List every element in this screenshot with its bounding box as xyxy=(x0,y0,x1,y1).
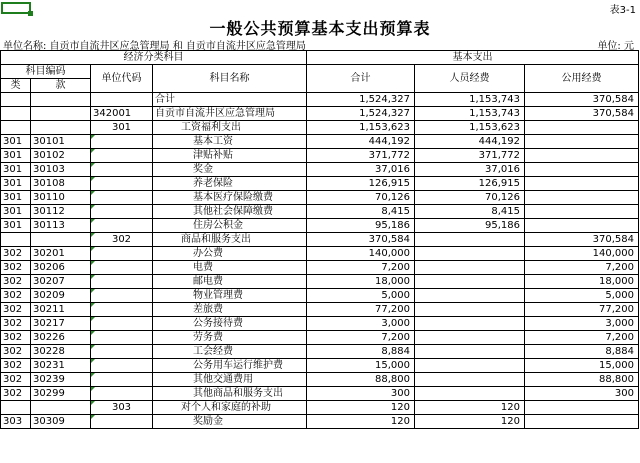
cell-personnel[interactable] xyxy=(415,303,525,317)
cell-subject-name[interactable]: 津贴补贴 xyxy=(153,149,307,163)
unit-name: 单位名称: 自贡市自流井区应急管理局 和 自贡市自流井区应急管理局 xyxy=(3,41,306,52)
cell-personnel[interactable]: 37,016 xyxy=(415,163,525,177)
cell-item[interactable]: 30209 xyxy=(31,289,91,303)
cell-total[interactable]: 8,415 xyxy=(307,205,415,219)
cell-subject-name[interactable]: 商品和服务支出 xyxy=(153,233,307,247)
cell-personnel[interactable]: 8,415 xyxy=(415,205,525,219)
cell-public[interactable] xyxy=(525,219,639,233)
cell-subject-name[interactable]: 电费 xyxy=(153,261,307,275)
cell-personnel[interactable]: 120 xyxy=(415,401,525,415)
cell-unit-code[interactable] xyxy=(91,387,153,401)
cell-total[interactable]: 7,200 xyxy=(307,331,415,345)
cell-total[interactable]: 77,200 xyxy=(307,303,415,317)
cell-item[interactable]: 30112 xyxy=(31,205,91,219)
cell-item[interactable]: 30110 xyxy=(31,191,91,205)
cell-total[interactable]: 3,000 xyxy=(307,317,415,331)
cell-category[interactable]: 302 xyxy=(1,373,31,387)
table-code: 表3-1 xyxy=(609,5,636,16)
cell-public[interactable]: 77,200 xyxy=(525,303,639,317)
cell-category[interactable]: 301 xyxy=(1,149,31,163)
cell-unit-code[interactable] xyxy=(91,331,153,345)
cell-item[interactable]: 30108 xyxy=(31,177,91,191)
table-row[interactable] xyxy=(1,401,639,415)
cell-unit-code[interactable] xyxy=(91,247,153,261)
cell-item[interactable] xyxy=(31,121,91,135)
cell-total[interactable]: 7,200 xyxy=(307,261,415,275)
cell-personnel[interactable]: 95,186 xyxy=(415,219,525,233)
cell-public[interactable] xyxy=(525,401,639,415)
cell-public[interactable]: 8,884 xyxy=(525,345,639,359)
cell-subject-name[interactable]: 劳务费 xyxy=(153,331,307,345)
cell-unit-code[interactable] xyxy=(91,205,153,219)
cell-public[interactable]: 3,000 xyxy=(525,317,639,331)
cell-subject-name[interactable]: 工会经费 xyxy=(153,345,307,359)
table-row[interactable] xyxy=(1,121,639,135)
cell-personnel[interactable] xyxy=(415,387,525,401)
cell-category[interactable] xyxy=(1,121,31,135)
selected-cell[interactable] xyxy=(1,2,31,14)
page-title: 一般公共预算基本支出预算表 xyxy=(209,19,431,38)
cell-total[interactable]: 5,000 xyxy=(307,289,415,303)
cell-category[interactable]: 302 xyxy=(1,247,31,261)
cell-total[interactable]: 37,016 xyxy=(307,163,415,177)
cell-total[interactable]: 88,800 xyxy=(307,373,415,387)
cell-personnel[interactable] xyxy=(415,345,525,359)
cell-personnel[interactable] xyxy=(415,233,525,247)
cell-category[interactable]: 302 xyxy=(1,331,31,345)
cell-unit-code[interactable]: 342001 xyxy=(91,107,153,121)
cell-category[interactable]: 302 xyxy=(1,303,31,317)
budget-table xyxy=(0,50,639,429)
cell-subject-name[interactable]: 住房公积金 xyxy=(153,219,307,233)
cell-subject-name[interactable]: 奖励金 xyxy=(153,415,307,429)
cell-category[interactable]: 302 xyxy=(1,345,31,359)
cell-total[interactable]: 1,524,327 xyxy=(307,107,415,121)
cell-category[interactable] xyxy=(1,401,31,415)
cell-unit-code[interactable] xyxy=(91,163,153,177)
cell-unit-code[interactable] xyxy=(91,93,153,107)
table-row[interactable] xyxy=(1,93,639,107)
cell-public[interactable]: 300 xyxy=(525,387,639,401)
cell-unit-code[interactable]: 301 xyxy=(91,121,153,135)
table-row[interactable] xyxy=(1,191,639,205)
cell-total[interactable]: 371,772 xyxy=(307,149,415,163)
cell-subject-name[interactable]: 养老保险 xyxy=(153,177,307,191)
cell-total[interactable]: 8,884 xyxy=(307,345,415,359)
cell-total[interactable]: 126,915 xyxy=(307,177,415,191)
cell-subject-name[interactable]: 合计 xyxy=(153,93,307,107)
cell-unit-code[interactable] xyxy=(91,373,153,387)
cell-item[interactable]: 30226 xyxy=(31,331,91,345)
cell-item[interactable]: 30101 xyxy=(31,135,91,149)
cell-subject-name[interactable]: 差旅费 xyxy=(153,303,307,317)
cell-public[interactable]: 18,000 xyxy=(525,275,639,289)
cell-personnel[interactable]: 126,915 xyxy=(415,177,525,191)
cell-unit-code[interactable] xyxy=(91,149,153,163)
cell-item[interactable]: 30201 xyxy=(31,247,91,261)
cell-item[interactable]: 30207 xyxy=(31,275,91,289)
currency-unit: 单位: 元 xyxy=(597,41,634,52)
header-econ: 经济分类科目 xyxy=(1,51,307,65)
cell-item[interactable]: 30103 xyxy=(31,163,91,177)
cell-unit-code[interactable] xyxy=(91,303,153,317)
cell-item[interactable]: 30231 xyxy=(31,359,91,373)
cell-item[interactable]: 30299 xyxy=(31,387,91,401)
header-subject-code: 科目编码 xyxy=(1,65,91,79)
cell-subject-name[interactable]: 其他交通费用 xyxy=(153,373,307,387)
table-row[interactable] xyxy=(1,261,639,275)
cell-subject-name[interactable]: 邮电费 xyxy=(153,275,307,289)
cell-unit-code[interactable]: 303 xyxy=(91,401,153,415)
cell-unit-code[interactable] xyxy=(91,289,153,303)
cell-subject-name[interactable]: 基本医疗保险缴费 xyxy=(153,191,307,205)
cell-unit-code[interactable] xyxy=(91,275,153,289)
cell-personnel[interactable] xyxy=(415,275,525,289)
cell-public[interactable]: 370,584 xyxy=(525,233,639,247)
cell-unit-code[interactable] xyxy=(91,359,153,373)
table-row[interactable] xyxy=(1,359,639,373)
table-row[interactable] xyxy=(1,219,639,233)
cell-public[interactable]: 5,000 xyxy=(525,289,639,303)
cell-category[interactable]: 301 xyxy=(1,135,31,149)
cell-unit-code[interactable] xyxy=(91,317,153,331)
cell-unit-code[interactable] xyxy=(91,345,153,359)
cell-category[interactable]: 302 xyxy=(1,317,31,331)
table-row[interactable] xyxy=(1,303,639,317)
table-row[interactable] xyxy=(1,247,639,261)
cell-public[interactable] xyxy=(525,205,639,219)
header-kuan: 款 xyxy=(31,79,91,93)
header-total: 合计 xyxy=(307,65,415,93)
cell-total[interactable]: 18,000 xyxy=(307,275,415,289)
cell-total[interactable]: 370,584 xyxy=(307,233,415,247)
cell-unit-code[interactable]: 302 xyxy=(91,233,153,247)
cell-subject-name[interactable]: 奖金 xyxy=(153,163,307,177)
cell-item[interactable]: 30206 xyxy=(31,261,91,275)
header-public: 公用经费 xyxy=(525,65,639,93)
cell-personnel[interactable] xyxy=(415,373,525,387)
table-row[interactable] xyxy=(1,331,639,345)
table-row[interactable] xyxy=(1,387,639,401)
cell-category[interactable]: 302 xyxy=(1,261,31,275)
cell-total[interactable]: 1,153,623 xyxy=(307,121,415,135)
cell-category[interactable]: 301 xyxy=(1,219,31,233)
cell-category[interactable]: 302 xyxy=(1,289,31,303)
cell-category[interactable]: 301 xyxy=(1,177,31,191)
cell-category[interactable] xyxy=(1,233,31,247)
cell-total[interactable]: 300 xyxy=(307,387,415,401)
cell-public[interactable]: 7,200 xyxy=(525,261,639,275)
cell-subject-name[interactable]: 工资福利支出 xyxy=(153,121,307,135)
cell-public[interactable]: 15,000 xyxy=(525,359,639,373)
cell-personnel[interactable] xyxy=(415,359,525,373)
cell-public[interactable]: 370,584 xyxy=(525,107,639,121)
cell-personnel[interactable] xyxy=(415,289,525,303)
cell-item[interactable]: 30239 xyxy=(31,373,91,387)
cell-personnel[interactable] xyxy=(415,261,525,275)
cell-personnel[interactable] xyxy=(415,317,525,331)
table-row[interactable] xyxy=(1,205,639,219)
cell-unit-code[interactable] xyxy=(91,177,153,191)
table-row[interactable] xyxy=(1,275,639,289)
cell-personnel[interactable]: 1,153,743 xyxy=(415,107,525,121)
cell-category[interactable] xyxy=(1,107,31,121)
cell-public[interactable] xyxy=(525,415,639,429)
cell-personnel[interactable] xyxy=(415,247,525,261)
table-row[interactable] xyxy=(1,317,639,331)
cell-item[interactable]: 30217 xyxy=(31,317,91,331)
header-basic: 基本支出 xyxy=(307,51,639,65)
cell-subject-name[interactable]: 自贡市自流井区应急管理局 xyxy=(153,107,307,121)
table-row[interactable] xyxy=(1,163,639,177)
cell-public[interactable] xyxy=(525,121,639,135)
cell-personnel[interactable]: 120 xyxy=(415,415,525,429)
cell-category[interactable]: 303 xyxy=(1,415,31,429)
table-row[interactable] xyxy=(1,135,639,149)
cell-unit-code[interactable] xyxy=(91,135,153,149)
cell-item[interactable]: 30102 xyxy=(31,149,91,163)
table-row[interactable] xyxy=(1,107,639,121)
cell-public[interactable] xyxy=(525,163,639,177)
cell-subject-name[interactable]: 对个人和家庭的补助 xyxy=(153,401,307,415)
cell-unit-code[interactable] xyxy=(91,415,153,429)
table-row[interactable] xyxy=(1,345,639,359)
cell-total[interactable]: 95,186 xyxy=(307,219,415,233)
cell-unit-code[interactable] xyxy=(91,219,153,233)
cell-item[interactable]: 30309 xyxy=(31,415,91,429)
cell-total[interactable]: 70,126 xyxy=(307,191,415,205)
table-row[interactable] xyxy=(1,415,639,429)
cell-category[interactable]: 302 xyxy=(1,275,31,289)
cell-category[interactable]: 302 xyxy=(1,359,31,373)
cell-total[interactable]: 120 xyxy=(307,401,415,415)
header-subject-name: 科目名称 xyxy=(153,65,307,93)
cell-category[interactable]: 302 xyxy=(1,387,31,401)
header-unit-code: 单位代码 xyxy=(91,65,153,93)
cell-category[interactable] xyxy=(1,93,31,107)
cell-public[interactable] xyxy=(525,177,639,191)
cell-subject-name[interactable]: 公务用车运行维护费 xyxy=(153,359,307,373)
cell-personnel[interactable]: 70,126 xyxy=(415,191,525,205)
cell-item[interactable]: 30113 xyxy=(31,219,91,233)
cell-public[interactable]: 88,800 xyxy=(525,373,639,387)
cell-public[interactable] xyxy=(525,135,639,149)
cell-subject-name[interactable]: 公务接待费 xyxy=(153,317,307,331)
cell-subject-name[interactable]: 基本工资 xyxy=(153,135,307,149)
cell-total[interactable]: 15,000 xyxy=(307,359,415,373)
cell-item[interactable] xyxy=(31,233,91,247)
cell-personnel[interactable]: 1,153,623 xyxy=(415,121,525,135)
cell-subject-name[interactable]: 其他社会保障缴费 xyxy=(153,205,307,219)
cell-public[interactable] xyxy=(525,191,639,205)
cell-item[interactable] xyxy=(31,93,91,107)
table-row[interactable] xyxy=(1,289,639,303)
header-personnel: 人员经费 xyxy=(415,65,525,93)
cell-personnel[interactable] xyxy=(415,331,525,345)
cell-subject-name[interactable]: 物业管理费 xyxy=(153,289,307,303)
table-row[interactable] xyxy=(1,233,639,247)
table-row[interactable] xyxy=(1,373,639,387)
cell-item[interactable]: 30211 xyxy=(31,303,91,317)
cell-subject-name[interactable]: 办公费 xyxy=(153,247,307,261)
cell-total[interactable]: 120 xyxy=(307,415,415,429)
cell-public[interactable] xyxy=(525,149,639,163)
cell-item[interactable] xyxy=(31,107,91,121)
header-lei: 类 xyxy=(1,79,31,93)
cell-total[interactable]: 140,000 xyxy=(307,247,415,261)
cell-personnel[interactable]: 444,192 xyxy=(415,135,525,149)
cell-public[interactable]: 7,200 xyxy=(525,331,639,345)
table-row[interactable] xyxy=(1,177,639,191)
cell-category[interactable]: 301 xyxy=(1,205,31,219)
cell-category[interactable]: 301 xyxy=(1,191,31,205)
cell-item[interactable] xyxy=(31,401,91,415)
cell-total[interactable]: 444,192 xyxy=(307,135,415,149)
cell-personnel[interactable]: 1,153,743 xyxy=(415,93,525,107)
cell-unit-code[interactable] xyxy=(91,191,153,205)
table-row[interactable] xyxy=(1,149,639,163)
cell-subject-name[interactable]: 其他商品和服务支出 xyxy=(153,387,307,401)
cell-personnel[interactable]: 371,772 xyxy=(415,149,525,163)
cell-public[interactable]: 370,584 xyxy=(525,93,639,107)
cell-public[interactable]: 140,000 xyxy=(525,247,639,261)
cell-category[interactable]: 301 xyxy=(1,163,31,177)
cell-total[interactable]: 1,524,327 xyxy=(307,93,415,107)
cell-item[interactable]: 30228 xyxy=(31,345,91,359)
cell-unit-code[interactable] xyxy=(91,261,153,275)
